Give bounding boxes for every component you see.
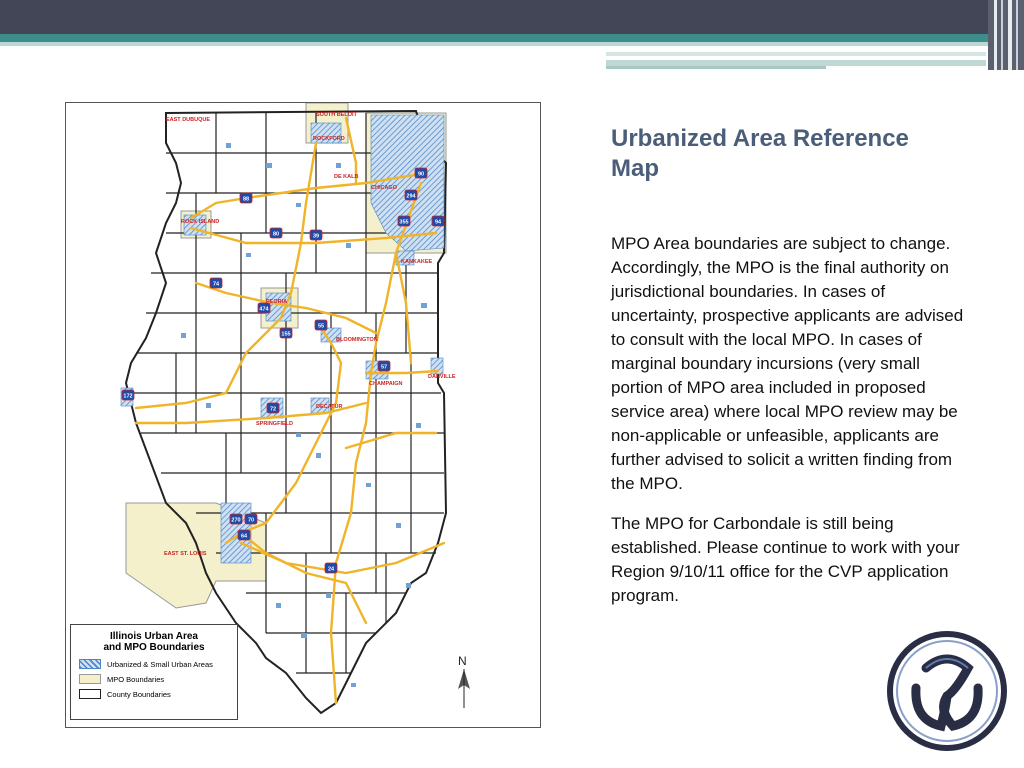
highway-shield-label: 74 <box>212 281 220 288</box>
city-label: DECATUR <box>316 404 343 410</box>
highway-shield-label: 57 <box>380 364 388 371</box>
highway-shield-label: 270 <box>231 517 241 524</box>
highway-shield <box>267 403 279 413</box>
highway-shield <box>315 320 327 330</box>
legend-title <box>71 631 237 653</box>
highway-shield-label: 24 <box>327 566 335 573</box>
highway-shield <box>415 168 427 178</box>
slide-body <box>611 232 971 624</box>
north-arrow-icon <box>458 654 470 708</box>
highway-shield <box>405 190 417 200</box>
legend-swatch-mpo <box>79 674 101 684</box>
highway-shield-label: 72 <box>269 406 277 413</box>
city-label: DANVILLE <box>428 374 456 380</box>
highway-shield <box>398 216 410 226</box>
body-paragraph: The MPO for Carbondale is still being established. Please continue to work with your Region 9/10/11 office for the CVP application program. <box>611 514 960 605</box>
city-label: KANKAKEE <box>401 259 433 265</box>
city-label: SPRINGFIELD <box>256 421 293 427</box>
highway-shield <box>325 563 337 573</box>
highway-shield <box>378 361 390 371</box>
legend-title-line: Illinois Urban Area <box>110 631 198 642</box>
highway-shield <box>210 278 222 288</box>
urbanized-areas <box>121 115 444 563</box>
highway-shield-label: 55 <box>317 323 325 330</box>
legend-item <box>79 689 237 699</box>
city-label: DE KALB <box>334 174 359 180</box>
teal-stripe-light <box>0 42 990 46</box>
highway-shield-label: 294 <box>406 193 416 200</box>
map-legend <box>70 624 238 720</box>
top-banner <box>0 0 1024 34</box>
highway-shield-label: 39 <box>312 233 320 240</box>
highway-shield-label: 474 <box>259 306 269 313</box>
city-label: PEORIA <box>266 299 288 305</box>
highway-shield-label: 90 <box>417 171 425 178</box>
legend-label: County Boundaries <box>107 689 171 699</box>
highway-shield <box>240 193 252 203</box>
teal-stripe <box>0 34 1024 42</box>
highway-shield-label: 172 <box>123 393 133 400</box>
body-paragraph: MPO Area boundaries are subject to change. Accordingly, the MPO is the final authority on jurisdictional boundaries. In cases of uncertainty, prospective applicants are advised to consult with the local MPO. In cases of marginal boundary incursions (very small portion of MPO area included in proposed service area) where local MPO review may be non-applicable or unfeasible, applicants are further advised to solicit a written finding from the MPO. <box>611 234 964 493</box>
legend-swatch-urban <box>79 659 101 669</box>
city-label: BLOOMINGTON <box>336 337 378 343</box>
decor-vertical-lines <box>988 0 1024 70</box>
highway-shield <box>310 230 322 240</box>
highway-shield <box>230 514 242 524</box>
highway-shield-label: 80 <box>272 231 280 238</box>
highway-shield-label: 94 <box>434 219 442 226</box>
city-label: ROCK ISLAND <box>181 219 220 225</box>
svg-text:N: N <box>458 654 467 668</box>
legend-item <box>79 674 237 684</box>
highway-shield <box>245 514 257 524</box>
legend-title-line: and MPO Boundaries <box>103 642 205 653</box>
legend-item <box>79 659 237 669</box>
legend-swatch-county <box>79 689 101 699</box>
highway-shield-label: 355 <box>399 219 409 226</box>
legend-label: Urbanized & Small Urban Areas <box>107 659 213 669</box>
city-label: ROCKFORD <box>313 136 345 142</box>
highway-shield <box>432 216 444 226</box>
highway-shield-label: 70 <box>247 517 255 524</box>
highway-shield-label: 155 <box>281 331 291 338</box>
city-label: CHAMPAIGN <box>369 381 403 387</box>
city-label: EAST ST. LOUIS <box>164 551 207 557</box>
city-label: CHICAGO <box>371 185 397 191</box>
highway-shield <box>238 530 250 540</box>
decor-line <box>606 66 826 69</box>
highway-shield <box>280 328 292 338</box>
highway-shield <box>270 228 282 238</box>
city-label: EAST DUBUQUE <box>166 117 211 123</box>
slide-title: Urbanized Area Reference Map <box>611 125 909 182</box>
city-label: SOUTH BELOIT <box>316 112 357 118</box>
decor-line <box>606 52 986 56</box>
legend-label: MPO Boundaries <box>107 674 165 684</box>
triquetra-logo-icon <box>886 630 1008 752</box>
highway-shield-label: 64 <box>240 533 248 540</box>
highway-shield-label: 88 <box>242 196 250 203</box>
highway-shield <box>122 390 134 400</box>
